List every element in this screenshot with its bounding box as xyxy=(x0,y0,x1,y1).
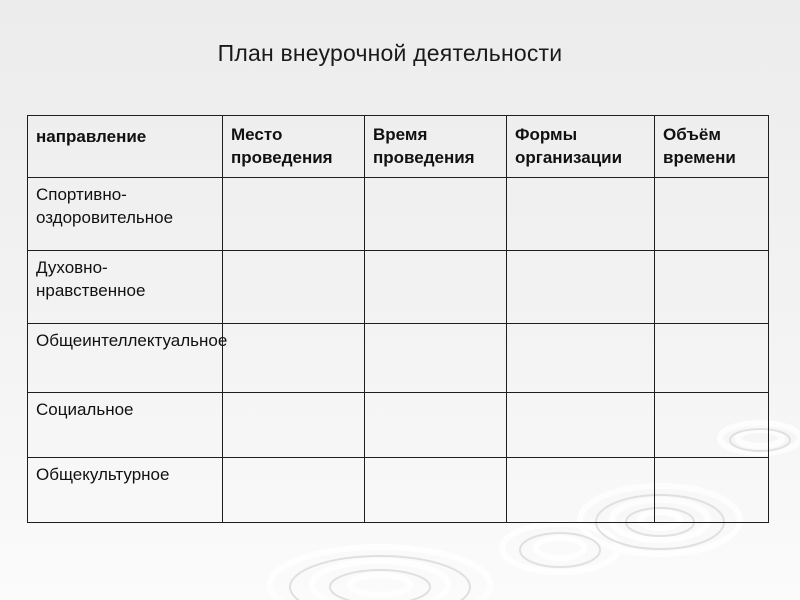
page-title: План внеурочной деятельности xyxy=(217,40,563,66)
time-cell xyxy=(365,251,507,324)
place-cell xyxy=(223,324,365,393)
forms-cell xyxy=(507,324,655,393)
forms-cell xyxy=(507,251,655,324)
direction-cell: Духовно-нравственное xyxy=(28,251,223,324)
table-row xyxy=(28,251,769,324)
forms-cell xyxy=(507,393,655,458)
forms-cell xyxy=(507,458,655,523)
time-cell xyxy=(365,393,507,458)
direction-cell: Социальное xyxy=(28,393,223,458)
volume-cell xyxy=(655,458,769,523)
place-cell xyxy=(223,178,365,251)
column-header-place: Место проведения xyxy=(223,116,365,178)
place-cell xyxy=(223,458,365,523)
column-header-volume: Объём времени xyxy=(655,116,769,178)
direction-cell: Общекультурное xyxy=(28,458,223,523)
column-header-time: Время проведения xyxy=(365,116,507,178)
table-header-row xyxy=(28,116,769,178)
activity-plan-table xyxy=(27,115,769,523)
time-cell xyxy=(365,178,507,251)
table-row xyxy=(28,458,769,523)
place-cell xyxy=(223,393,365,458)
place-cell xyxy=(223,251,365,324)
table-row xyxy=(28,393,769,458)
forms-cell xyxy=(507,178,655,251)
volume-cell xyxy=(655,393,769,458)
direction-cell: Общеинтеллектуальное xyxy=(28,324,223,393)
time-cell xyxy=(365,324,507,393)
table-row xyxy=(28,324,769,393)
column-header-direction: направление xyxy=(28,116,223,178)
table-row xyxy=(28,178,769,251)
time-cell xyxy=(365,458,507,523)
volume-cell xyxy=(655,324,769,393)
volume-cell xyxy=(655,251,769,324)
column-header-forms: Формы организации xyxy=(507,116,655,178)
volume-cell xyxy=(655,178,769,251)
direction-cell: Спортивно-оздоровительное xyxy=(28,178,223,251)
